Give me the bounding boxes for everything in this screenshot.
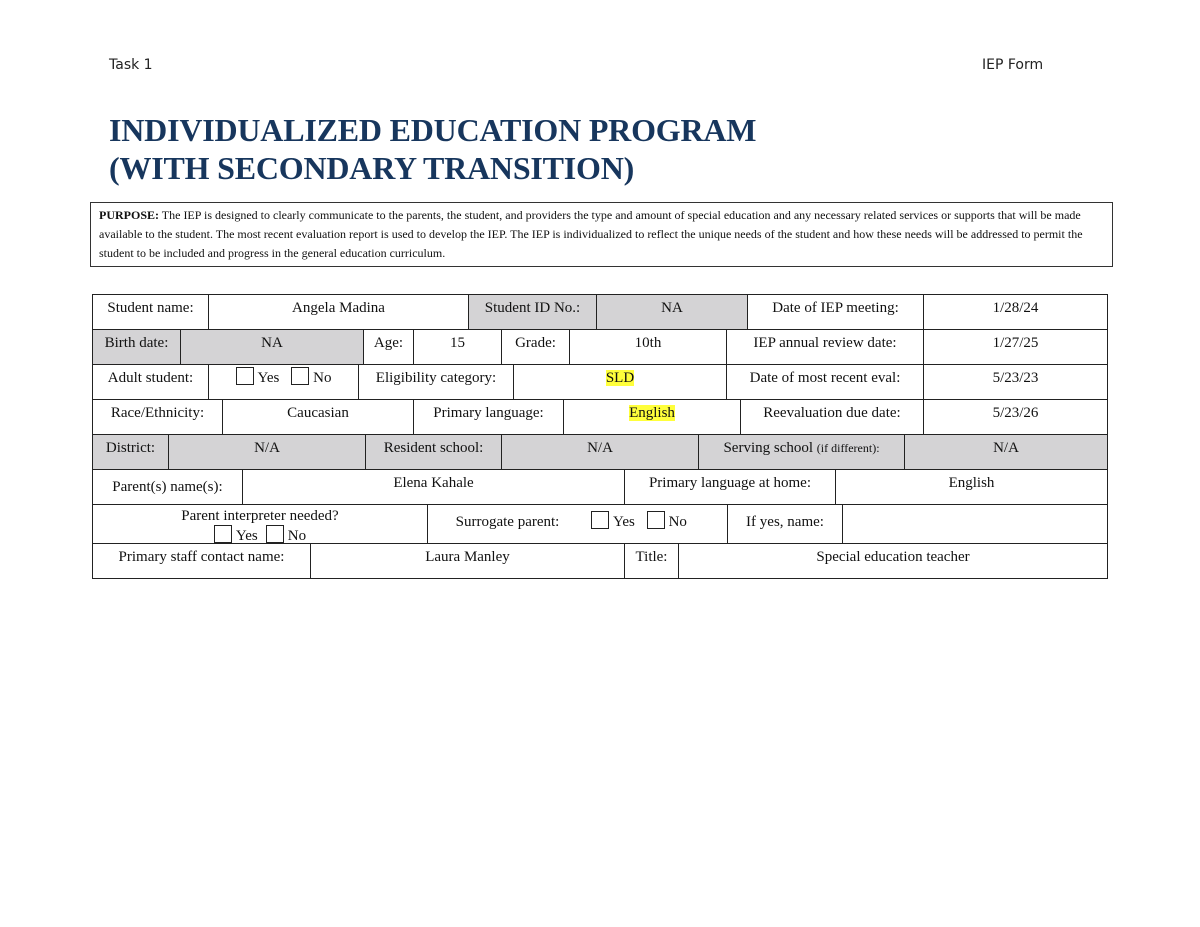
adult-no-label: No xyxy=(313,370,332,386)
surrogate-yes-checkbox[interactable] xyxy=(591,511,609,529)
purpose-box xyxy=(90,202,1113,267)
birth-date-field[interactable]: NA xyxy=(180,330,363,364)
title-line-2: (WITH SECONDARY TRANSITION) xyxy=(109,150,635,186)
page-title xyxy=(109,111,756,187)
resident-school-label: Resident school: xyxy=(365,435,501,469)
student-name-label: Student name: xyxy=(92,295,208,329)
interpreter-yes-label: Yes xyxy=(235,528,258,543)
surrogate-options xyxy=(587,505,727,543)
birth-date-label: Birth date: xyxy=(92,330,180,364)
if-yes-name-field[interactable] xyxy=(842,505,1108,543)
annual-review-field[interactable]: 1/27/25 xyxy=(923,330,1108,364)
resident-school-field[interactable]: N/A xyxy=(501,435,698,469)
iep-meeting-label: Date of IEP meeting: xyxy=(747,295,923,329)
form-row-staff xyxy=(92,543,1108,579)
staff-contact-label: Primary staff contact name: xyxy=(92,544,310,578)
purpose-text: The IEP is designed to clearly communicate to the parents, the student, and providers the type and amount of special education and any necessary related services or supports that will be made available to the student. The most recent evaluation report is used to develop the IEP. The IEP is individualized to reflect the unique needs of the student and how these needs will be addressed to permit the student to be included and progress in the general education curriculum. xyxy=(99,208,1083,260)
surrogate-no-checkbox[interactable] xyxy=(647,511,665,529)
eligibility-field[interactable] xyxy=(513,365,726,399)
adult-yes-checkbox[interactable] xyxy=(236,367,254,385)
parent-name-label: Parent(s) name(s): xyxy=(92,470,242,504)
district-label: District: xyxy=(92,435,168,469)
primary-language-label: Primary language: xyxy=(413,400,563,434)
interpreter-yes-checkbox[interactable] xyxy=(214,525,232,543)
reeval-field[interactable]: 5/23/26 xyxy=(923,400,1108,434)
interpreter-no-label: No xyxy=(287,528,307,543)
staff-contact-field[interactable]: Laura Manley xyxy=(310,544,624,578)
header-task: Task 1 xyxy=(109,57,153,73)
student-id-label: Student ID No.: xyxy=(468,295,596,329)
serving-school-label-text: Serving school xyxy=(723,440,814,456)
form-row-birth xyxy=(92,329,1108,364)
recent-eval-field[interactable]: 5/23/23 xyxy=(923,365,1108,399)
grade-label: Grade: xyxy=(501,330,569,364)
interpreter-no-checkbox[interactable] xyxy=(266,525,284,543)
form-row-interpreter xyxy=(92,504,1108,543)
adult-yes-label: Yes xyxy=(257,370,280,386)
race-field[interactable]: Caucasian xyxy=(222,400,413,434)
race-label: Race/Ethnicity: xyxy=(92,400,222,434)
title-line-1: INDIVIDUALIZED EDUCATION PROGRAM xyxy=(109,112,757,148)
primary-language-field[interactable] xyxy=(563,400,740,434)
form-row-adult xyxy=(92,364,1108,399)
adult-student-options xyxy=(208,365,358,399)
age-field[interactable]: 15 xyxy=(413,330,501,364)
district-field[interactable]: N/A xyxy=(168,435,365,469)
age-label: Age: xyxy=(363,330,413,364)
iep-meeting-field[interactable]: 1/28/24 xyxy=(923,295,1108,329)
adult-no-checkbox[interactable] xyxy=(291,367,309,385)
annual-review-label: IEP annual review date: xyxy=(726,330,923,364)
eligibility-label: Eligibility category: xyxy=(358,365,513,399)
header-form-name: IEP Form xyxy=(982,57,1044,73)
surrogate-label: Surrogate parent: xyxy=(427,505,587,543)
staff-title-field[interactable]: Special education teacher xyxy=(678,544,1108,578)
form-row-district xyxy=(92,434,1108,469)
surrogate-yes-label: Yes xyxy=(613,514,635,530)
student-info-form xyxy=(92,294,1108,579)
eligibility-value: SLD xyxy=(605,370,635,386)
parent-name-field[interactable]: Elena Kahale xyxy=(242,470,624,504)
grade-field[interactable]: 10th xyxy=(569,330,726,364)
primary-language-value: English xyxy=(629,405,675,421)
adult-student-label: Adult student: xyxy=(92,365,208,399)
form-row-race xyxy=(92,399,1108,434)
staff-title-label: Title: xyxy=(624,544,678,578)
reeval-label: Reevaluation due date: xyxy=(740,400,923,434)
serving-school-field[interactable]: N/A xyxy=(904,435,1108,469)
recent-eval-label: Date of most recent eval: xyxy=(726,365,923,399)
student-name-field[interactable]: Angela Madina xyxy=(208,295,468,329)
home-language-field[interactable]: English xyxy=(835,470,1108,504)
interpreter-label: Parent interpreter needed? xyxy=(181,508,339,524)
purpose-label: PURPOSE: xyxy=(99,208,159,222)
serving-school-note: (if different): xyxy=(816,441,880,455)
surrogate-no-label: No xyxy=(668,514,687,530)
interpreter-cell xyxy=(92,505,427,543)
serving-school-label xyxy=(698,435,904,469)
form-row-parent xyxy=(92,469,1108,504)
form-row-student xyxy=(92,294,1108,329)
if-yes-label: If yes, name: xyxy=(727,505,842,543)
home-language-label: Primary language at home: xyxy=(624,470,835,504)
student-id-field[interactable]: NA xyxy=(596,295,747,329)
